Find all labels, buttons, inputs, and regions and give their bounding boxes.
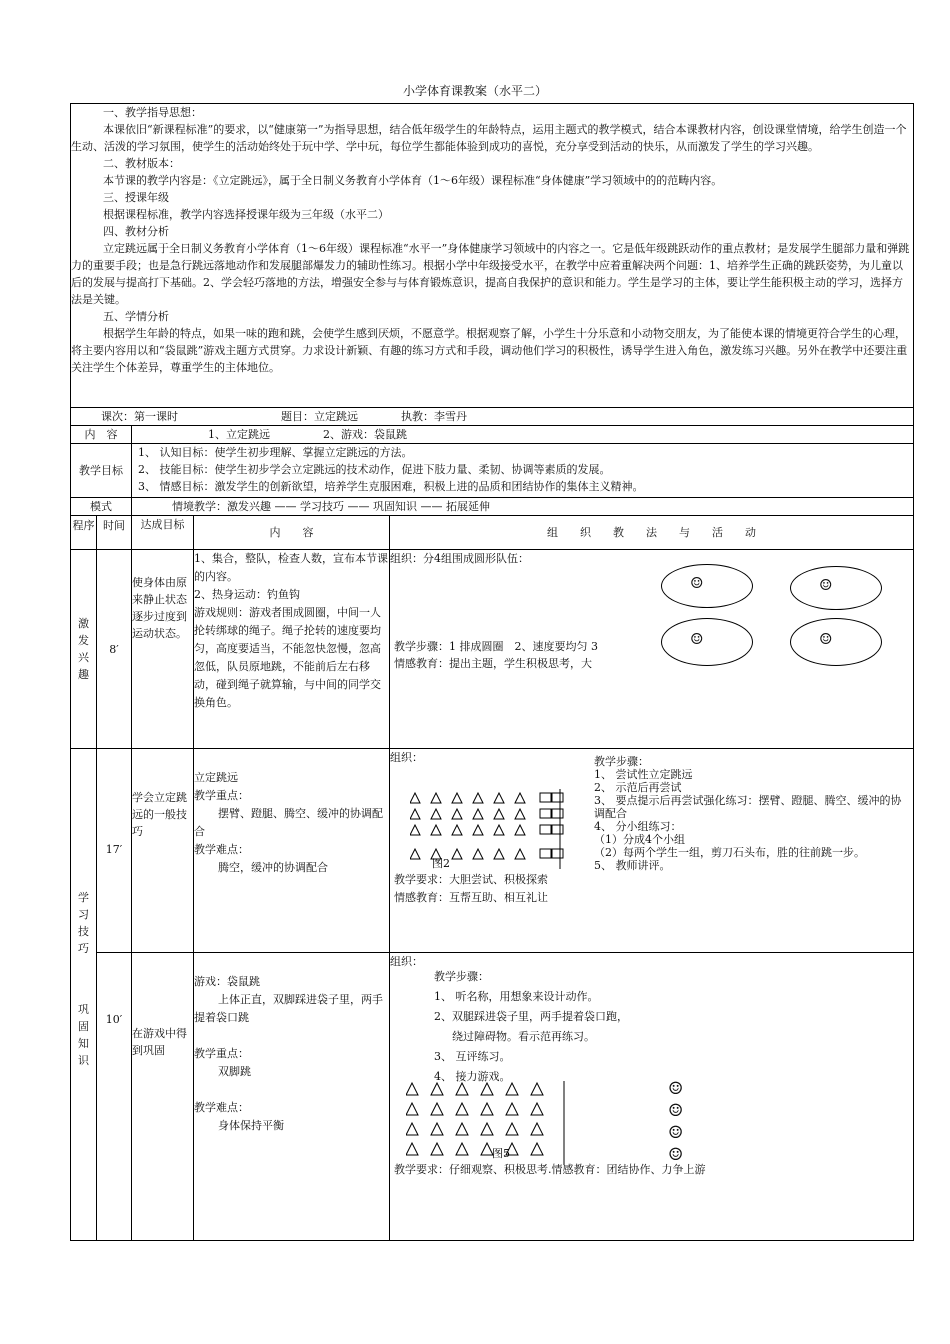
org-label: 组织： bbox=[390, 955, 423, 968]
difficulty-body: 身体保持平衡 bbox=[218, 1119, 284, 1132]
student-triangle-icon bbox=[431, 1083, 443, 1095]
relay-formation-diagram bbox=[406, 1081, 566, 1165]
header-time: 时间 bbox=[97, 516, 132, 550]
step-item: 2、 示范后再尝试 bbox=[594, 781, 682, 794]
student-triangle-icon bbox=[515, 809, 525, 819]
student-triangle-icon bbox=[506, 1083, 518, 1095]
student-triangle-icon bbox=[452, 825, 462, 835]
phase3-goal: 在游戏中得到巩固 bbox=[132, 953, 194, 1241]
smiley-icon: ☺ bbox=[668, 1123, 684, 1143]
mode-value: 情境教学：激发兴趣 —— 学习技巧 —— 巩固知识 —— 拓展延伸 bbox=[132, 498, 914, 516]
steps-title: 教学步骤： bbox=[434, 970, 489, 983]
requirement: 教学要求：大胆尝试、积极探索 bbox=[394, 873, 548, 886]
emotion-education: 情感教育：互帮互助、相互礼让 bbox=[394, 891, 548, 904]
student-triangle-icon bbox=[531, 1083, 543, 1095]
smiley-icon: ☺ bbox=[668, 1079, 684, 1099]
section-body: 立定跳远属于全日制义务教育小学体育（1～6年级）课程标准“水平一”身体健康学习领域中的内容之一。它是低年级跳跃动作的重点教材；是发展学生腿部力量和弹跳力的重要手段；也是急行跳远落地动作和发展腿部爆发力的辅助性练习。根据小学中年级接受水平，在教学中应着重解决两个问题：1、培养学生正确的跳跃姿势，为儿童以后的发展与提高打下基础。2、学会轻巧落地的方法，增强安全参与与体育锻炼意识，提高自我保护的意识和能力。学生是学习的主体，要让学生能积极主动的学习，选择方法是关键。 bbox=[71, 242, 910, 306]
student-triangle-icon bbox=[452, 793, 462, 803]
lesson-period: 课次：第一课时 bbox=[101, 410, 178, 423]
landing-mat-icon bbox=[552, 793, 563, 802]
circle-formation bbox=[661, 618, 753, 666]
student-triangle-icon bbox=[406, 1083, 418, 1095]
student-triangle-icon bbox=[481, 1083, 493, 1095]
phase2-goal: 学会立定跳远的一般技巧 bbox=[132, 749, 194, 953]
phase1-steps: 教学步骤：1 排成圆圈 2、速度要均匀 3 bbox=[394, 640, 598, 653]
student-triangle-icon bbox=[410, 849, 420, 859]
student-triangle-icon bbox=[506, 1103, 518, 1115]
header-org: 组 织 教 法 与 活 动 bbox=[390, 516, 914, 550]
smiley-icon: ☺ bbox=[819, 630, 833, 648]
phase1-content: 1、集合，整队，检查人数，宣布本节课的内容。 2、热身运动：钓鱼钩 游戏规则：游戏者围成圆圈，中间一人抡转绑球的绳子。绳子抡转的速度要均匀，高度要适当，不能忽快忽慢，忽高忽低，队员原地跳，不能前后左右移动，碰到绳子就算输，与中间的同学交换角色。 bbox=[194, 550, 390, 749]
circle-formation bbox=[661, 564, 753, 608]
section-body: 本节课的教学内容是：《立定跳远》，属于全日制义务教育小学体育（1～6年级）课程标准“身体健康”学习领域中的的范畴内容。 bbox=[103, 174, 723, 187]
phase1-org bbox=[390, 550, 914, 749]
step-item: 绕过障碍物。看示范再练习。 bbox=[452, 1030, 595, 1043]
student-triangle-icon bbox=[531, 1143, 543, 1155]
step-item: 5、 教师讲评。 bbox=[594, 859, 671, 872]
section-heading: 二、教材版本： bbox=[103, 157, 180, 170]
header-order: 程序 bbox=[71, 516, 97, 550]
student-triangle-icon bbox=[452, 809, 462, 819]
student-triangle-icon bbox=[431, 793, 441, 803]
student-triangle-icon bbox=[473, 793, 483, 803]
student-triangle-icon bbox=[406, 1143, 418, 1155]
content-item: 2、游戏：袋鼠跳 bbox=[323, 428, 407, 441]
student-triangle-icon bbox=[531, 1123, 543, 1135]
student-triangle-icon bbox=[473, 825, 483, 835]
section-heading: 三、授课年级 bbox=[103, 191, 169, 204]
student-triangle-icon bbox=[494, 825, 504, 835]
student-triangle-icon bbox=[481, 1103, 493, 1115]
circle-formation bbox=[790, 566, 882, 610]
content-body: 上体正直，双脚踩进袋子里，两手提着袋口跳 bbox=[194, 993, 383, 1024]
student-triangle-icon bbox=[494, 793, 504, 803]
requirement: 教学要求：仔细观察、积极思考.情感教育：团结协作、力争上游 bbox=[394, 1163, 706, 1176]
steps-title: 教学步骤： bbox=[594, 755, 649, 768]
step-item: （2）每两个学生一组，剪刀石头布，胜的往前跳一步。 bbox=[594, 846, 865, 859]
org-label: 组织： bbox=[390, 751, 423, 764]
intro-section bbox=[71, 104, 914, 408]
lesson-topic: 题目：立定跳远 bbox=[281, 410, 358, 423]
step-item: 3、 要点提示后再尝试强化练习：摆臂、蹬腿、腾空、缓冲的协调配合 bbox=[594, 794, 902, 820]
student-triangle-icon bbox=[410, 825, 420, 835]
content-title: 游戏：袋鼠跳 bbox=[194, 975, 260, 988]
difficulty-label: 教学难点： bbox=[194, 843, 249, 856]
smiley-icon: ☺ bbox=[690, 630, 704, 648]
key-label: 教学重点： bbox=[194, 789, 249, 802]
smiley-icon: ☺ bbox=[819, 576, 833, 594]
student-triangle-icon bbox=[452, 849, 462, 859]
section-heading: 五、学情分析 bbox=[103, 310, 169, 323]
phase2-org bbox=[390, 749, 914, 953]
page-title: 小学体育课教案（水平二） bbox=[402, 84, 547, 98]
mode-label: 模式 bbox=[71, 498, 132, 516]
student-triangle-icon bbox=[515, 793, 525, 803]
student-triangle-icon bbox=[494, 849, 504, 859]
student-triangle-icon bbox=[410, 809, 420, 819]
content-title: 立定跳远 bbox=[194, 771, 238, 784]
figure-label: 图2 bbox=[432, 857, 450, 869]
phase-names-cell bbox=[71, 749, 97, 1241]
step-item: 1、 尝试性立定跳远 bbox=[594, 768, 693, 781]
landing-mat-icon bbox=[552, 849, 563, 858]
section-heading: 一、教学指导思想： bbox=[103, 106, 202, 119]
smiley-icon: ☺ bbox=[668, 1145, 684, 1165]
student-triangle-icon bbox=[456, 1083, 468, 1095]
section-heading: 四、教材分析 bbox=[103, 225, 169, 238]
header-goal: 达成目标 bbox=[132, 516, 194, 550]
student-triangle-icon bbox=[410, 793, 420, 803]
landing-mat-icon bbox=[552, 809, 563, 818]
student-triangle-icon bbox=[456, 1143, 468, 1155]
key-body: 双脚跳 bbox=[218, 1065, 251, 1078]
landing-mat-icon bbox=[540, 793, 551, 802]
goal-item: 2、 技能目标：使学生初步学会立定跳远的技术动作，促进下肢力量、柔韧、协调等素质的发展。 bbox=[138, 463, 611, 476]
figure-label: 图5 bbox=[492, 1147, 510, 1160]
landing-mat-icon bbox=[540, 849, 551, 858]
difficulty-body: 腾空，缓冲的协调配合 bbox=[218, 861, 328, 874]
smiley-icon: ☺ bbox=[668, 1101, 684, 1121]
student-triangle-icon bbox=[431, 1103, 443, 1115]
phase1-time: 8′ bbox=[97, 550, 132, 749]
phase1-emotion: 情感教育：提出主题，学生积极思考，大 bbox=[394, 657, 592, 670]
phase2-steps bbox=[594, 755, 906, 872]
phase1-name: 激发兴趣 bbox=[71, 550, 97, 749]
student-triangle-icon bbox=[431, 825, 441, 835]
difficulty-label: 教学难点： bbox=[194, 1101, 249, 1114]
student-triangle-icon bbox=[515, 849, 525, 859]
student-triangle-icon bbox=[531, 1103, 543, 1115]
student-triangle-icon bbox=[481, 1123, 493, 1135]
student-triangle-icon bbox=[406, 1123, 418, 1135]
step-item: 1、 听名称，用想象来设计动作。 bbox=[434, 990, 599, 1003]
landing-mat-icon bbox=[540, 809, 551, 818]
step-item: （1）分成4个小组 bbox=[594, 833, 685, 846]
student-triangle-icon bbox=[506, 1123, 518, 1135]
step-item: 2、双腿踩进袋子里，两手提着袋口跑， bbox=[434, 1010, 628, 1023]
key-body: 摆臂、蹬腿、腾空、缓冲的协调配合 bbox=[194, 807, 383, 838]
student-triangle-icon bbox=[515, 825, 525, 835]
phase2-content bbox=[194, 749, 390, 953]
lesson-info-row bbox=[71, 408, 914, 426]
phase1-goal: 使身体由原来静止状态逐步过度到运动状态。 bbox=[132, 550, 194, 749]
phase3-name: 巩固知识 bbox=[78, 1003, 89, 1067]
student-triangle-icon bbox=[473, 809, 483, 819]
student-triangle-icon bbox=[456, 1103, 468, 1115]
content-items bbox=[132, 426, 914, 444]
content-item: 1、立定跳远 bbox=[208, 428, 270, 441]
goals-list bbox=[132, 444, 914, 498]
step-item: 4、 分小组练习： bbox=[594, 820, 682, 833]
phase3-steps bbox=[434, 967, 628, 1087]
section-body: 根据课程标准，教学内容选择授课年级为三年级（水平二） bbox=[103, 208, 389, 221]
key-label: 教学重点： bbox=[194, 1047, 249, 1060]
org-label: 组织：分4组围成圆形队伍： bbox=[390, 552, 529, 565]
lesson-plan-table bbox=[70, 103, 914, 1241]
goal-item: 3、 情感目标：激发学生的创新欲望，培养学生克服困难，积极上进的品质和团结协作的集体主义精神。 bbox=[138, 480, 644, 493]
section-body: 本课依旧“新课程标准”的要求，以“健康第一”为指导思想，结合低年级学生的年龄特点，运用主题式的教学模式，结合本课教材内容，创设课堂情境，给学生创造一个生动、活泼的学习氛围，使学生的活动始终处于玩中学、学中玩，每位学生都能体验到成功的喜悦，充分享受到活动的快乐，从而激发了学生的学习兴趣。 bbox=[71, 123, 907, 153]
goal-item: 1、 认知目标：使学生初步理解、掌握立定跳远的方法。 bbox=[138, 446, 413, 459]
landing-mat-icon bbox=[540, 825, 551, 834]
phase2-name: 学习技巧 bbox=[78, 891, 89, 955]
student-triangle-icon bbox=[494, 809, 504, 819]
lesson-teacher: 执教：李雪丹 bbox=[401, 410, 467, 423]
student-triangle-icon bbox=[473, 849, 483, 859]
header-content: 内 容 bbox=[194, 516, 390, 550]
student-triangle-icon bbox=[431, 1123, 443, 1135]
student-triangle-icon bbox=[456, 1123, 468, 1135]
step-item: 3、 互评练习。 bbox=[434, 1050, 511, 1063]
phase3-content bbox=[194, 953, 390, 1241]
phase3-time: 10′ bbox=[97, 953, 132, 1241]
phase3-org bbox=[390, 953, 914, 1241]
content-label: 内 容 bbox=[71, 426, 132, 444]
section-body: 根据学生年龄的特点，如果一味的跑和跳，会使学生感到厌烦，不愿意学。根据观察了解，小学生十分乐意和小动物交朋友，为了能使本课的情境更符合学生的心理，将主要内容用以和“袋鼠跳”游戏主题方式贯穿。力求设计新颖、有趣的练习方式和手段，调动他们学习的积极性，诱导学生进入角色，激发练习兴趣。另外在教学中还要注重关注学生个体差异，尊重学生的主体地位。 bbox=[71, 327, 908, 374]
triangle-formation-diagram bbox=[410, 789, 570, 869]
phase2-time: 17′ bbox=[97, 749, 132, 953]
goals-label: 教学目标 bbox=[71, 444, 132, 498]
circle-formation bbox=[790, 618, 882, 666]
landing-mat-icon bbox=[552, 825, 563, 834]
student-triangle-icon bbox=[406, 1103, 418, 1115]
smiley-icon: ☺ bbox=[690, 574, 704, 592]
student-triangle-icon bbox=[431, 809, 441, 819]
step-item: 4、 接力游戏。 bbox=[434, 1070, 511, 1083]
student-triangle-icon bbox=[431, 1143, 443, 1155]
